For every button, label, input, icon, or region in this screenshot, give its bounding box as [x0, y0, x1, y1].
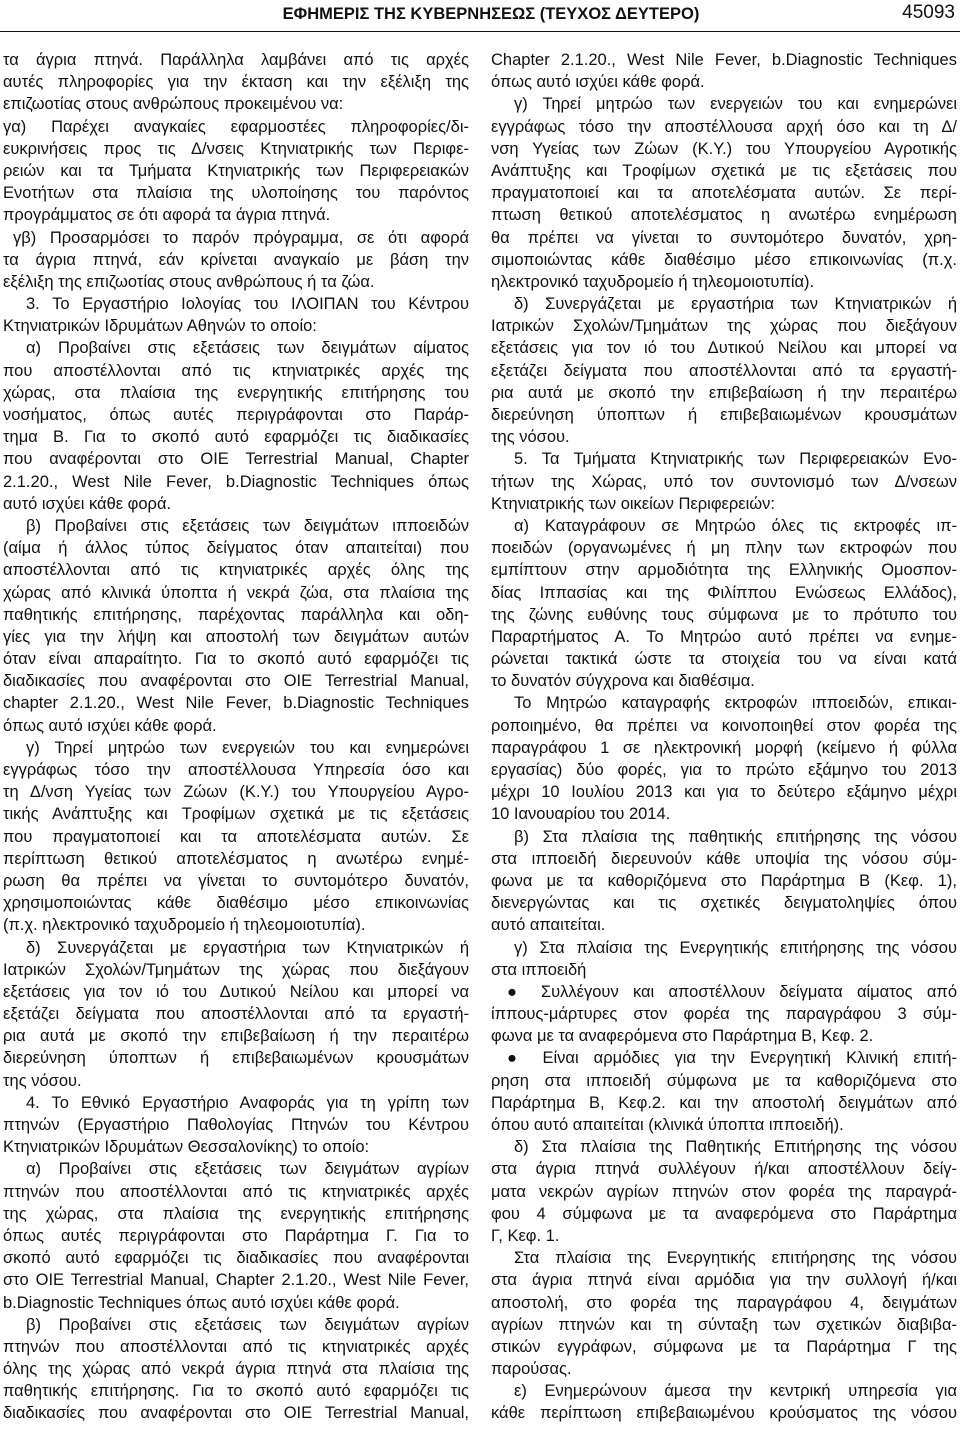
text-line: ● Είναι αρμόδιες για την Ενεργητική Κλινική επιτή-	[507, 1049, 957, 1068]
paragraph	[3, 337, 469, 515]
text-line: εξέλιξη της επιζωοτίας στους ανθρώπους ή τα ζώα.	[3, 272, 375, 291]
text-line: Ενοτήτων στα πλαίσια της υλοποίησης του παρόντος	[3, 184, 469, 203]
text-line: όλης της χώρας από νεκρά άγρια πτηνά στα πλαίσια της	[3, 1360, 469, 1379]
paragraph	[3, 1314, 469, 1425]
text-line: β) Προβαίνει στις εξετάσεις των δειγμάτων ιπποειδών	[26, 516, 469, 535]
right-column	[491, 49, 957, 1425]
text-line: στα άγρια πτηνά συλλέγουν ή/και αποστέλλουν δείγ-	[491, 1160, 957, 1179]
text-line: χώρας από κλινικά ύποπτα ή νεκρά ζώα, στα πλαίσια της	[3, 583, 469, 602]
paragraph	[3, 1158, 469, 1313]
text-line: σιμοποιώντας κάθε διαθέσιμο μέσο επικοινωνίας (π.χ.	[491, 250, 957, 269]
text-line: εξετάζει δείγματα που αποστέλλονται από τα εργαστή-	[491, 361, 957, 380]
text-line: φωνα με τα αναφερόμενα στο Παράρτημα Β, Κεφ. 2.	[491, 1027, 874, 1046]
text-line: εξετάζει δείγματα που αποστέλλονται από τα εργαστή-	[3, 1005, 469, 1024]
text-line: 4. Το Εθνικό Εργαστήριο Αναφοράς για τη γρίπη των	[26, 1093, 469, 1112]
text-line: αυτό απαιτείται.	[491, 916, 606, 935]
text-line: b.Diagnostic Techniques όπως αυτό ισχύει κάθε φορά.	[3, 1293, 400, 1312]
paragraph	[3, 293, 469, 337]
text-line: ρώνεται τακτικά ώστε τα στοιχεία του να είναι κατά	[491, 650, 957, 669]
text-line: χρησιμοποιώντας κάθε διαθέσιμο μέσο επικοινωνίας	[3, 894, 469, 913]
text-line: προγράμματος σε ότι αφορά τα άγρια πτηνά.	[3, 206, 331, 225]
text-line: στικών εγγράφων, σύμφωνα με τα Παράρτημα Γ της	[491, 1337, 957, 1356]
text-line: τημα Β. Για το σκοπό αυτό εφαρμόζει τις διαδικασίες	[3, 428, 469, 447]
text-line: δ) Συνεργάζεται με εργαστήρια των Κτηνιατρικών ή	[514, 295, 957, 314]
paragraph	[3, 1092, 469, 1159]
text-line: τικής Ανάπτυξης και Τροφίμων σχετικά με τις εξετάσεις	[3, 805, 469, 824]
text-line: παρούσας.	[491, 1360, 572, 1379]
text-line: 5. Τα Τμήματα Κτηνιατρικής των Περιφερειακών Ενο-	[514, 450, 957, 469]
paragraph	[3, 937, 469, 1092]
text-line: Κτηνιατρικών Ιδρυμάτων Θεσσαλονίκης) το οποίο:	[3, 1138, 370, 1157]
text-line: Παράρτημα Β, Κεφ.2. και την αποστολή δειγμάτων από	[491, 1093, 957, 1112]
text-line: σκοπό αυτό εφαρμόζει τις διαδικασίες που αναφέρονται	[3, 1249, 469, 1268]
text-line: όταν είναι απαραίτητο. Για το σκοπό αυτό εφαρμόζει τις	[3, 650, 469, 669]
text-line: εξετάσεις για τον ιό του Δυτικού Νείλου και μπορεί να	[491, 339, 957, 358]
text-line: ευκρινήσεις προς τις Δ/νσεις Κτηνιατρικής των Περιφε-	[3, 139, 469, 158]
text-line: στα ιπποειδή	[491, 960, 587, 979]
paragraph	[491, 826, 957, 937]
text-line: 3. Το Εργαστήριο Ιολογίας του ΙΛΟΙΠΑΝ του Κέντρου	[26, 295, 469, 314]
text-line: 10 Ιανουαρίου του 2014.	[491, 805, 671, 824]
text-line: εμπίπτουν στην αρμοδιότητα της Ελληνικής Ομοσπον-	[491, 561, 957, 580]
paragraph	[491, 49, 957, 93]
text-line: Γ, Κεφ. 1.	[491, 1226, 560, 1245]
text-line: διερεύνηση ύποπτων ή επιβεβαιωμένων κρουσμάτων	[3, 1049, 469, 1068]
text-line: της νόσου.	[491, 428, 570, 447]
paragraph	[3, 227, 469, 294]
text-line: γίες για την λήψη και αποστολή των δειγμάτων αυτών	[3, 627, 469, 646]
text-line: (αίμα ή άλλος τύπος δείγματος όταν απαιτείται) που	[3, 539, 469, 558]
text-line: δ) Στα πλαίσια της Παθητικής Επιτήρησης της νόσου	[514, 1138, 957, 1157]
text-line: γα) Παρέχει αναγκαίες εφαρμοστέες πληροφορίες/δι-	[3, 117, 469, 136]
text-line: (π.χ. ηλεκτρονικό ταχυδρομείο ή τηλεομοιοτυπία).	[3, 916, 366, 935]
text-line: εργασίας) δύο φορές, για το πρώτο εξάμηνο του 2013	[491, 761, 957, 779]
paragraph	[491, 692, 957, 825]
text-line: παραγράφου 1 σε ηλεκτρονική μορφή (κείμενο ή φύλλα	[491, 738, 957, 757]
text-line: της χώρας, στα πλαίσια της ενεργητικής επιτήρησης	[3, 1204, 469, 1223]
paragraph	[491, 1247, 957, 1380]
paragraph	[3, 737, 469, 937]
text-line: στα άγρια πτηνά είναι αρμόδια για την συλλογή ή/και	[491, 1271, 957, 1290]
paragraph	[491, 1136, 957, 1247]
text-line: πτηνών που αποστέλλονται από τις κτηνιατρικές αρχές	[3, 1337, 469, 1356]
text-line: παθητικής επιτήρησης. Για το σκοπό αυτό εφαρμόζει τις	[3, 1382, 469, 1401]
text-line: δ) Συνεργάζεται με εργαστήρια των Κτηνιατρικών ή	[26, 938, 469, 957]
text-line: Ανάπτυξης και Τροφίμων σχετικά με τις εξετάσεις που	[491, 161, 957, 180]
paragraph	[3, 49, 469, 116]
text-line: διερεύνηση ύποπτων ή επιβεβαιωμένων κρουσμάτων	[491, 406, 957, 424]
text-line: ροποιημένο, θα πρέπει να κοινοποιηθεί στον φορέα της	[491, 716, 957, 735]
text-line: εγγράφως τόσο την αποστέλλουσα αρχή όσο και τη Δ/	[491, 117, 957, 136]
text-line: πτωση θετικού αποτελέσματος η ανωτέρω ενημέρωση	[491, 206, 957, 225]
text-line: ίππους-μάρτυρες στον φορέα της παραγράφου 3 σύμ-	[491, 1005, 957, 1024]
text-line: ματα νεκρών αγρίων πτηνών στον φορέα της παραγρά-	[491, 1182, 957, 1201]
paragraph	[491, 448, 957, 515]
text-line: ρια αυτά με σκοπό την επιβεβαίωση ή την περαιτέρω	[491, 383, 957, 402]
paragraph	[491, 293, 957, 448]
text-line: α) Προβαίνει στις εξετάσεις των δειγμάτων αγρίων	[26, 1160, 469, 1179]
text-line: β) Στα πλαίσια της παθητικής επιτήρησης της νόσου	[514, 827, 957, 846]
paragraph	[491, 515, 957, 693]
text-line: γ) Τηρεί μητρώο των ενεργειών του και ενημερώνει	[26, 738, 469, 757]
text-line: γ) Τηρεί μητρώο των ενεργειών του και ενημερώνει	[514, 95, 957, 114]
text-line: πτηνών (Εργαστήριο Παθολογίας Πτηνών του Κέντρου	[3, 1116, 469, 1134]
text-line: αποστολή, στο φορέα της παραγράφου 4, δειγμάτων	[491, 1293, 957, 1312]
bullet-paragraph	[491, 981, 957, 1048]
text-line: της ζώνης ευθύνης τους σύμφωνα με το πρότυπο του	[491, 605, 957, 624]
text-line: της νόσου.	[3, 1071, 82, 1090]
text-line: αυτές πληροφορίες για την έκταση και την εξέλιξη της	[3, 73, 469, 92]
text-line: πραγματοποιεί και τα αποτελέσματα αυτών. Σε περί-	[491, 184, 957, 203]
text-line: που αναφέρονται στο OIE Terrestrial Manual, Chapter	[3, 450, 469, 469]
text-line: νση Υγείας των Ζώων (Κ.Υ.) του Υπουργείου Αγροτικής	[491, 139, 957, 158]
text-line: ρια αυτά με σκοπό την επιβεβαίωση ή την περαιτέρω	[3, 1027, 469, 1046]
paragraph	[3, 116, 469, 227]
paragraph	[491, 937, 957, 981]
text-line: όπως αυτό ισχύει κάθε φορά.	[3, 716, 217, 735]
text-line: ε) Ενημερώνουν άμεσα την κεντρική υπηρεσία για	[514, 1382, 957, 1401]
text-line: διαδικασίες που αναφέρονται στο OIE Terrestrial Manual,	[3, 1404, 469, 1423]
text-line: το δυνατόν σύγχρονα και διαθέσιμα.	[491, 672, 755, 691]
text-line: β) Προβαίνει στις εξετάσεις των δειγμάτων αγρίων	[26, 1315, 469, 1334]
text-line: εξετάσεις για τον ιό του Δυτικού Νείλου και μπορεί να	[3, 982, 469, 1001]
paragraph	[491, 93, 957, 293]
text-line: Παραρτήματος Α. Το Μητρώο αυτό πρέπει να ενημε-	[491, 627, 957, 646]
paragraph	[491, 1380, 957, 1424]
text-line: ● Συλλέγουν και αποστέλλουν δείγματα αίματος από	[507, 982, 957, 1001]
text-line: όπου αυτό απαιτείται (κλινικά ύποπτα ιπποειδή).	[491, 1116, 844, 1134]
text-line: Chapter 2.1.20., West Nile Fever, b.Diagnostic Techniques	[491, 51, 957, 69]
text-line: ρειών και τα Τμήματα Κτηνιατρικής των Περιφερειακών	[3, 161, 469, 180]
header-rule	[0, 31, 960, 32]
text-line: νοσήματος, όπως αυτές περιγράφονται στο Παράρ-	[3, 406, 469, 424]
text-line: φου 4 σύμφωνα με τα αναφερόμενα στο Παράρτημα	[491, 1204, 957, 1223]
text-line: στο OIE Terrestrial Manual, Chapter 2.1.20., West Nile Fever,	[3, 1271, 469, 1290]
text-line: διαδικασίες που αναφέρονται στο OIE Terrestrial Manual,	[3, 672, 469, 691]
text-line: Το Μητρώο καταγραφής εκτροφών ιπποειδών, επικαι-	[514, 694, 957, 713]
text-line: όπως αυτές περιγράφονται στο Παράρτημα Γ. Για το	[3, 1226, 469, 1245]
text-line: τήτων της Χώρας, υπό τον συντονισμό των Δ/νσεων	[491, 472, 957, 491]
gazette-title: ΕΦΗΜΕΡΙΣ ΤΗΣ ΚΥΒΕΡΝΗΣΕΩΣ (ΤΕΥΧΟΣ ΔΕΥΤΕΡΟ)	[282, 5, 700, 23]
text-line: α) Προβαίνει στις εξετάσεις των δειγμάτων αίματος	[26, 339, 469, 358]
text-line: ρηση στα ιπποειδή σύμφωνα με τα καθοριζόμενα στο	[491, 1071, 957, 1090]
text-line: που αποστέλλονται από τις κτηνιατρικές αρχές της	[3, 361, 469, 380]
text-line: που πραγματοποιεί και τα αποτελέσματα αυτών. Σε	[3, 827, 469, 846]
text-line: ποειδών (οργανωμένες ή μη πλην των εκτροφών που	[491, 539, 957, 558]
text-line: παθητικής επιτήρησης, παρέχοντας παράλληλα και οδη-	[3, 605, 469, 624]
text-line: Κτηνιατρικής των οικείων Περιφερειών:	[491, 494, 776, 513]
text-line: Ιατρικών Σχολών/Τμημάτων της χώρας που διεξάγουν	[491, 317, 957, 336]
text-line: δίας Ιππασίας και της Φιλίππου Ενώσεως Ελλάδος),	[491, 583, 957, 602]
text-line: αγρίων πτηνών και τη σύνταξη των σχετικών διαβιβα-	[491, 1315, 957, 1334]
text-line: 2.1.20., West Nile Fever, b.Diagnostic Techniques όπως	[3, 472, 469, 491]
text-line: Ιατρικών Σχολών/Τμημάτων της χώρας που διεξάγουν	[3, 960, 469, 979]
text-line: α) Καταγράφουν σε Μητρώο όλες τις εκτροφές ιπ-	[514, 516, 957, 535]
text-line: τα άγρια πτηνά, εάν κρίνεται αναγκαίο με βάση την	[3, 250, 469, 269]
text-line: γ) Στα πλαίσια της Ενεργητικής επιτήρησης της νόσου	[514, 938, 957, 957]
text-line: διενεργώντας και τις σχετικές δειγματοληψίες όπου	[491, 894, 957, 913]
text-line: τη Δ/νση Υγείας των Ζώων (Κ.Υ.) του Υπουργείου Αγρο-	[3, 783, 469, 802]
text-line: τα άγρια πτηνά. Παράλληλα λαμβάνει από τις αρχές	[3, 51, 469, 69]
text-line: κάθε περίπτωση επιβεβαιωμένου κρούσματος της νόσου	[491, 1404, 957, 1423]
text-line: εγγράφως τόσο την αποστέλλουσα Υπηρεσία όσο και	[3, 761, 469, 779]
text-line: ρωση θα πρέπει να γίνεται το συντομότερο δυνατόν,	[3, 871, 469, 890]
page-header	[0, 0, 960, 32]
text-line: αποστέλλονται από τις κτηνιατρικές αρχές όλης της	[3, 561, 469, 580]
paragraph	[3, 515, 469, 737]
text-line: chapter 2.1.20., West Nile Fever, b.Diagnostic Techniques	[3, 694, 469, 713]
text-line: αυτό ισχύει κάθε φορά.	[3, 494, 172, 513]
text-line: γβ) Προσαρμόσει το παρόν πρόγραμμα, σε ότι αφορά	[13, 228, 469, 247]
text-line: Κτηνιατρικών Ιδρυμάτων Αθηνών το οποίο:	[3, 317, 317, 336]
left-column	[3, 49, 469, 1425]
text-line: φωνα με τα καθοριζόμενα στο Παράρτημα Β (Κεφ. 1),	[491, 871, 957, 890]
text-line: Στα πλαίσια της Ενεργητικής επιτήρησης της νόσου	[514, 1249, 957, 1268]
text-line: επιζωοτίας στους ανθρώπους προκειμένου να:	[3, 95, 344, 114]
bullet-paragraph	[491, 1047, 957, 1136]
text-line: στα ιπποειδή διερευνούν κάθε υποψία της νόσου σύμ-	[491, 849, 957, 868]
text-line: μέχρι 10 Ιουλίου 2013 και για το δεύτερο εξάμηνο μέχρι	[491, 783, 957, 802]
text-line: θα πρέπει να γίνεται το συντομότερο δυνατόν, χρη-	[491, 228, 957, 247]
text-line: ηλεκτρονικό ταχυδρομείο ή τηλεομοιοτυπία).	[491, 272, 815, 291]
page-number: 45093	[902, 2, 955, 23]
text-line: πτηνών που αποστέλλονται από τις κτηνιατρικές αρχές	[3, 1182, 469, 1201]
text-line: χώρας, στα πλαίσια της ενεργητικής επιτήρησης του	[3, 383, 469, 402]
text-line: όπως αυτό ισχύει κάθε φορά.	[491, 73, 705, 92]
text-line: περίπτωση θετικού αποτελέσματος η ανωτέρω ενημέ-	[3, 849, 469, 868]
